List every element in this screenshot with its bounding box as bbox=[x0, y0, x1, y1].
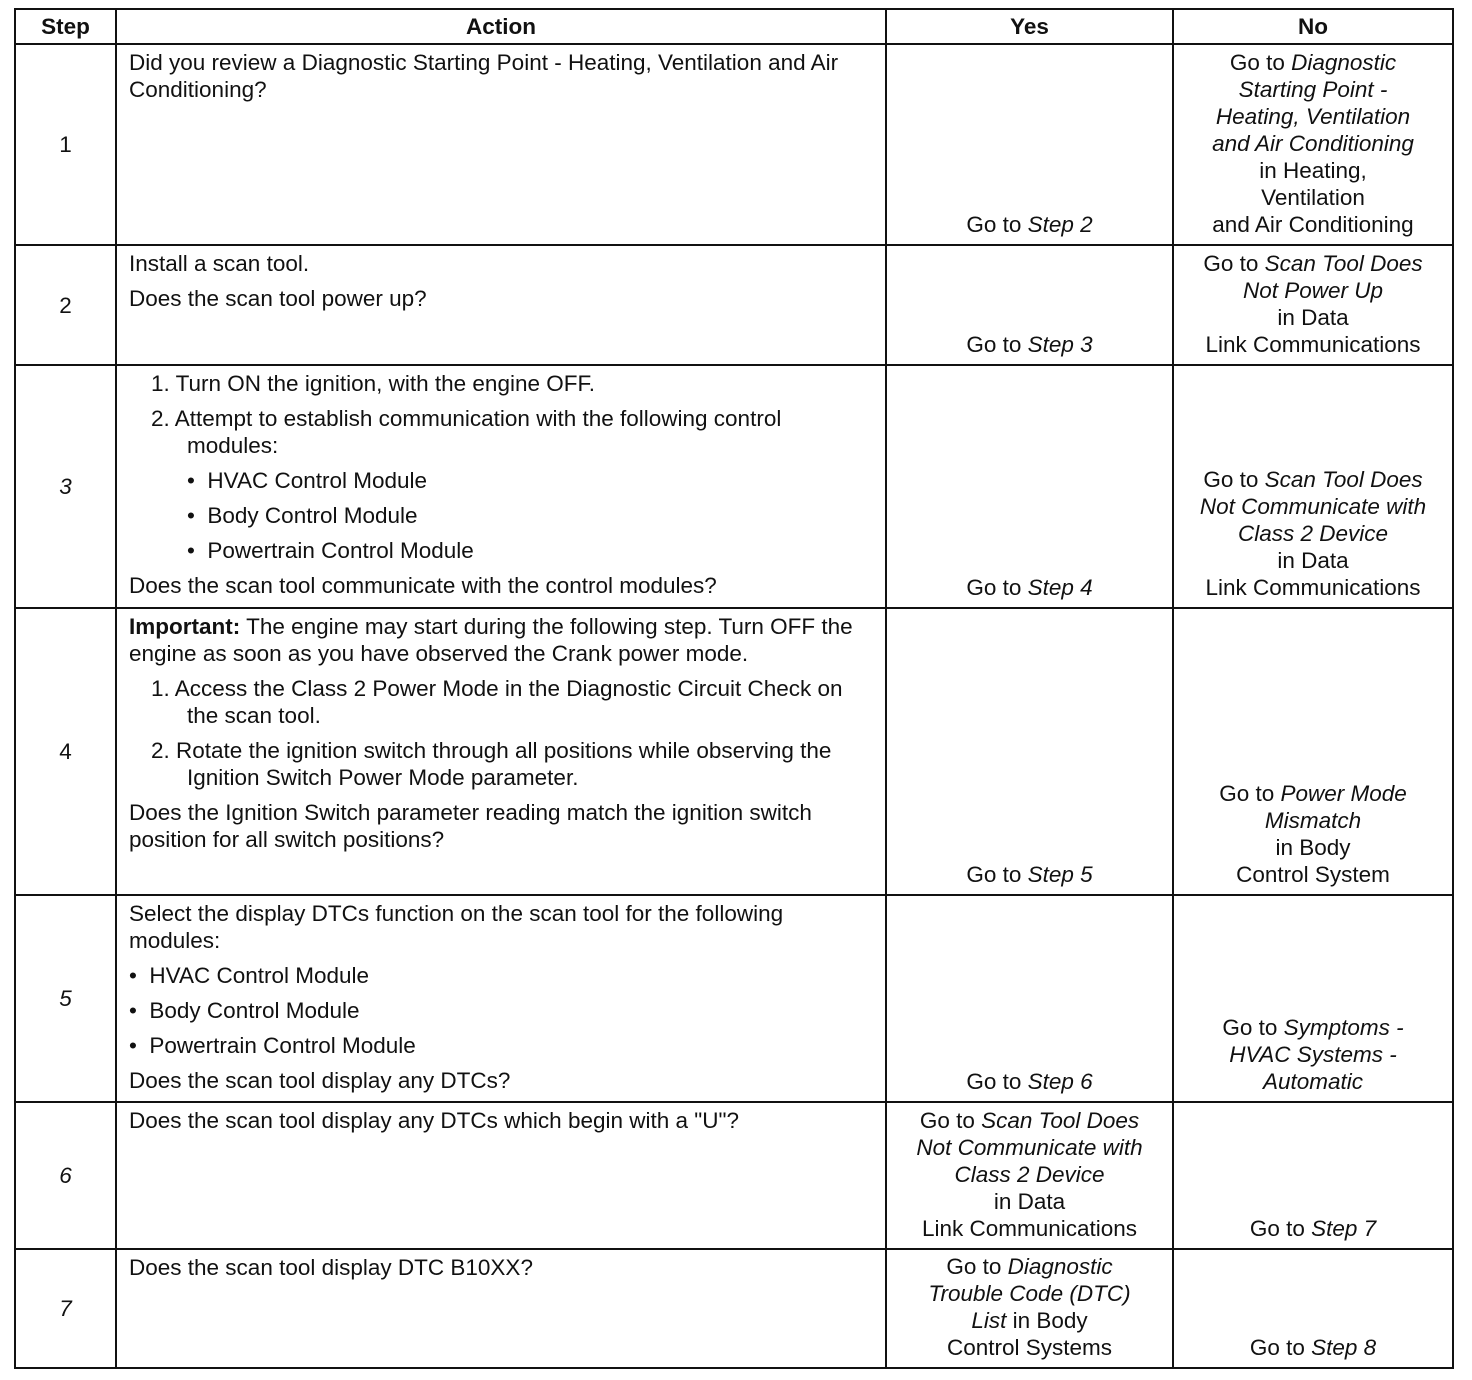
link-line bbox=[1174, 574, 1452, 601]
link-text: Go to bbox=[1203, 467, 1265, 492]
no-cell bbox=[1173, 1249, 1453, 1368]
action-text: Does the Ignition Switch parameter reading match the ignition switch position for all switch positions? bbox=[129, 800, 812, 852]
link-line bbox=[1174, 834, 1452, 861]
link-line bbox=[887, 1068, 1172, 1095]
bullet-item bbox=[129, 962, 875, 989]
link-line bbox=[887, 1334, 1172, 1361]
no-cell bbox=[1173, 895, 1453, 1102]
header-action: Action bbox=[116, 9, 886, 44]
action-text: Rotate the ignition switch through all positions while observing the Ignition Switch Power Mode parameter. bbox=[176, 738, 832, 790]
link-line bbox=[1174, 331, 1452, 358]
link-line bbox=[1174, 1068, 1452, 1095]
bullet-icon: • bbox=[129, 998, 150, 1023]
link-line bbox=[1174, 304, 1452, 331]
yes-cell bbox=[886, 245, 1173, 365]
link-line bbox=[887, 1161, 1172, 1188]
bullet-item bbox=[129, 997, 875, 1024]
action-text: Does the scan tool display any DTCs? bbox=[129, 1068, 511, 1093]
step-number: 7 bbox=[15, 1249, 116, 1368]
link-line bbox=[887, 1107, 1172, 1134]
link-line bbox=[1174, 1334, 1452, 1361]
table-row bbox=[15, 895, 1453, 1102]
link-line bbox=[887, 1188, 1172, 1215]
link-text: Control Systems bbox=[946, 1335, 1113, 1360]
link-text: and Air Conditioning bbox=[1212, 212, 1414, 237]
link-line bbox=[1174, 250, 1452, 277]
step-number: 2 bbox=[15, 245, 116, 365]
yes-cell bbox=[886, 1102, 1173, 1249]
link-target-text: Automatic bbox=[1262, 1069, 1364, 1094]
link-text: Go to bbox=[966, 332, 1028, 357]
action-text: Does the scan tool display DTC B10XX? bbox=[129, 1255, 533, 1280]
link-text: in Data bbox=[993, 1189, 1066, 1214]
link-text: Go to bbox=[966, 862, 1028, 887]
link-text: in Data bbox=[1277, 305, 1349, 330]
link-text: Go to bbox=[966, 212, 1028, 237]
action-text: Access the Class 2 Power Mode in the Diagnostic Circuit Check on the scan tool. bbox=[174, 676, 843, 728]
link-line bbox=[1174, 76, 1452, 103]
link-line bbox=[1174, 861, 1452, 888]
link-target-text: Starting Point - bbox=[1238, 77, 1388, 102]
link-line bbox=[1174, 49, 1452, 76]
link-text: Go to bbox=[1203, 251, 1265, 276]
link-text: in Data bbox=[1277, 548, 1349, 573]
action-text: Did you review a Diagnostic Starting Point - Heating, Ventilation and Air Conditioning? bbox=[129, 50, 839, 102]
link-text: in Body bbox=[1006, 1308, 1088, 1333]
bullet-icon: • bbox=[187, 503, 208, 528]
yes-cell bbox=[886, 365, 1173, 608]
numbered-step bbox=[151, 370, 875, 397]
bullet-icon: • bbox=[129, 963, 150, 988]
link-line bbox=[1174, 780, 1452, 807]
link-text: Link Communications bbox=[1205, 575, 1421, 600]
link-line bbox=[1174, 520, 1452, 547]
step-number: 1 bbox=[15, 44, 116, 245]
no-cell bbox=[1173, 608, 1453, 895]
link-text: Ventilation bbox=[1261, 185, 1365, 210]
action-cell bbox=[116, 1249, 886, 1368]
link-line bbox=[1174, 211, 1452, 238]
link-target-text: Mismatch bbox=[1264, 808, 1362, 833]
bullet-icon: • bbox=[187, 538, 208, 563]
header-row bbox=[15, 9, 1453, 44]
action-paragraph bbox=[129, 572, 875, 599]
link-text: Go to bbox=[1249, 1216, 1312, 1241]
bullet-item bbox=[187, 467, 875, 494]
header-yes: Yes bbox=[886, 9, 1173, 44]
action-paragraph bbox=[129, 900, 875, 954]
link-line bbox=[887, 211, 1172, 238]
important-label: Important: bbox=[129, 614, 241, 639]
link-line bbox=[887, 1280, 1172, 1307]
link-line bbox=[887, 574, 1172, 601]
link-text: Go to bbox=[946, 1254, 1008, 1279]
link-target-text: Trouble Code (DTC) bbox=[928, 1281, 1131, 1306]
link-line bbox=[1174, 547, 1452, 574]
link-target-text: Scan Tool Does bbox=[1264, 467, 1423, 492]
table-row bbox=[15, 1249, 1453, 1368]
link-target-text: Scan Tool Does bbox=[1264, 251, 1423, 276]
action-text: Body Control Module bbox=[207, 503, 418, 528]
no-cell bbox=[1173, 44, 1453, 245]
link-target-text: HVAC Systems - bbox=[1229, 1042, 1397, 1067]
step-index: 1. bbox=[151, 676, 175, 701]
action-text: Turn ON the ignition, with the engine OFF. bbox=[175, 371, 595, 396]
link-text: Link Communications bbox=[1205, 332, 1421, 357]
link-line bbox=[1174, 807, 1452, 834]
link-target-text: and Air Conditioning bbox=[1212, 131, 1414, 156]
action-paragraph bbox=[129, 1067, 875, 1094]
link-text: Go to bbox=[966, 575, 1028, 600]
action-text: Attempt to establish communication with the following control modules: bbox=[174, 406, 782, 458]
no-cell bbox=[1173, 245, 1453, 365]
action-cell bbox=[116, 365, 886, 608]
action-text: Does the scan tool power up? bbox=[129, 286, 427, 311]
yes-cell bbox=[886, 44, 1173, 245]
link-line bbox=[1174, 466, 1452, 493]
action-text: Does the scan tool communicate with the control modules? bbox=[129, 573, 717, 598]
step-number: 3 bbox=[15, 365, 116, 608]
bullet-icon: • bbox=[129, 1033, 150, 1058]
link-line bbox=[1174, 1215, 1452, 1242]
link-target-text: Not Power Up bbox=[1242, 278, 1384, 303]
action-cell bbox=[116, 245, 886, 365]
bullet-item bbox=[129, 1032, 875, 1059]
link-text: Control System bbox=[1236, 862, 1390, 887]
table-row bbox=[15, 365, 1453, 608]
header-no: No bbox=[1173, 9, 1453, 44]
link-target-text: Class 2 Device bbox=[1237, 521, 1389, 546]
bullet-item bbox=[187, 502, 875, 529]
link-line bbox=[1174, 103, 1452, 130]
link-text: Go to bbox=[1219, 781, 1281, 806]
numbered-step bbox=[151, 675, 875, 729]
link-line bbox=[887, 1253, 1172, 1280]
action-paragraph bbox=[129, 799, 875, 853]
action-cell bbox=[116, 1102, 886, 1249]
link-line bbox=[887, 331, 1172, 358]
link-text: Go to bbox=[1249, 1335, 1312, 1360]
action-text: Powertrain Control Module bbox=[149, 1033, 416, 1058]
link-text: in Body bbox=[1275, 835, 1351, 860]
step-number: 4 bbox=[15, 608, 116, 895]
action-cell bbox=[116, 895, 886, 1102]
action-text: Powertrain Control Module bbox=[207, 538, 474, 563]
link-target-text: Power Mode bbox=[1280, 781, 1407, 806]
link-target-text: Heating, Ventilation bbox=[1215, 104, 1411, 129]
action-cell bbox=[116, 44, 886, 245]
action-text: HVAC Control Module bbox=[149, 963, 370, 988]
table-row bbox=[15, 245, 1453, 365]
link-line bbox=[1174, 1014, 1452, 1041]
action-paragraph bbox=[129, 613, 875, 667]
link-line bbox=[1174, 157, 1452, 184]
action-text: Does the scan tool display any DTCs which begin with a "U"? bbox=[129, 1108, 740, 1133]
action-paragraph bbox=[129, 1254, 875, 1281]
link-target-text: List bbox=[971, 1308, 1007, 1333]
link-line bbox=[1174, 130, 1452, 157]
step-index: 1. bbox=[151, 371, 176, 396]
link-target-text: Class 2 Device bbox=[954, 1162, 1105, 1187]
link-target-text: Not Communicate with bbox=[1199, 494, 1427, 519]
numbered-step bbox=[151, 737, 875, 791]
link-target-text: Step 7 bbox=[1311, 1216, 1377, 1241]
link-line bbox=[887, 1215, 1172, 1242]
table-row bbox=[15, 44, 1453, 245]
link-target-text: Diagnostic bbox=[1291, 50, 1397, 75]
numbered-step bbox=[151, 405, 875, 459]
bullet-icon: • bbox=[187, 468, 208, 493]
diagnostic-table bbox=[14, 8, 1454, 1369]
link-target-text: Symptoms - bbox=[1283, 1015, 1404, 1040]
action-paragraph bbox=[129, 250, 875, 277]
link-target-text: Diagnostic bbox=[1007, 1254, 1113, 1279]
action-text: The engine may start during the following step. Turn OFF the engine as soon as you have observed the Crank power mode. bbox=[129, 614, 853, 666]
step-index: 2. bbox=[151, 738, 177, 763]
yes-cell bbox=[886, 1249, 1173, 1368]
table-row bbox=[15, 1102, 1453, 1249]
link-target-text: Step 3 bbox=[1027, 332, 1093, 357]
link-target-text: Scan Tool Does bbox=[981, 1108, 1140, 1133]
table-row bbox=[15, 608, 1453, 895]
action-text: Body Control Module bbox=[149, 998, 360, 1023]
no-cell bbox=[1173, 1102, 1453, 1249]
link-text: Go to bbox=[1222, 1015, 1284, 1040]
link-text: Link Communications bbox=[921, 1216, 1138, 1241]
link-line bbox=[1174, 184, 1452, 211]
link-line bbox=[1174, 277, 1452, 304]
link-target-text: Not Communicate with bbox=[916, 1135, 1143, 1160]
bullet-item bbox=[187, 537, 875, 564]
action-cell bbox=[116, 608, 886, 895]
link-line bbox=[1174, 493, 1452, 520]
yes-cell bbox=[886, 895, 1173, 1102]
link-line bbox=[887, 1134, 1172, 1161]
action-text: Install a scan tool. bbox=[129, 251, 310, 276]
link-line bbox=[1174, 1041, 1452, 1068]
step-index: 2. bbox=[151, 406, 175, 431]
link-target-text: Step 2 bbox=[1027, 212, 1093, 237]
step-number: 5 bbox=[15, 895, 116, 1102]
link-line bbox=[887, 861, 1172, 888]
link-text: in Heating, bbox=[1259, 158, 1367, 183]
no-cell bbox=[1173, 365, 1453, 608]
header-step: Step bbox=[15, 9, 116, 44]
link-line bbox=[887, 1307, 1172, 1334]
action-paragraph bbox=[129, 1107, 875, 1134]
link-target-text: Step 8 bbox=[1311, 1335, 1377, 1360]
link-text: Go to bbox=[1229, 50, 1292, 75]
action-paragraph bbox=[129, 285, 875, 312]
action-text: HVAC Control Module bbox=[207, 468, 428, 493]
link-target-text: Step 5 bbox=[1027, 862, 1093, 887]
link-target-text: Step 6 bbox=[1027, 1069, 1093, 1094]
yes-cell bbox=[886, 608, 1173, 895]
link-target-text: Step 4 bbox=[1027, 575, 1093, 600]
action-text: Select the display DTCs function on the scan tool for the following modules: bbox=[129, 901, 784, 953]
action-paragraph bbox=[129, 49, 875, 103]
link-text: Go to bbox=[919, 1108, 982, 1133]
link-text: Go to bbox=[966, 1069, 1028, 1094]
step-number: 6 bbox=[15, 1102, 116, 1249]
